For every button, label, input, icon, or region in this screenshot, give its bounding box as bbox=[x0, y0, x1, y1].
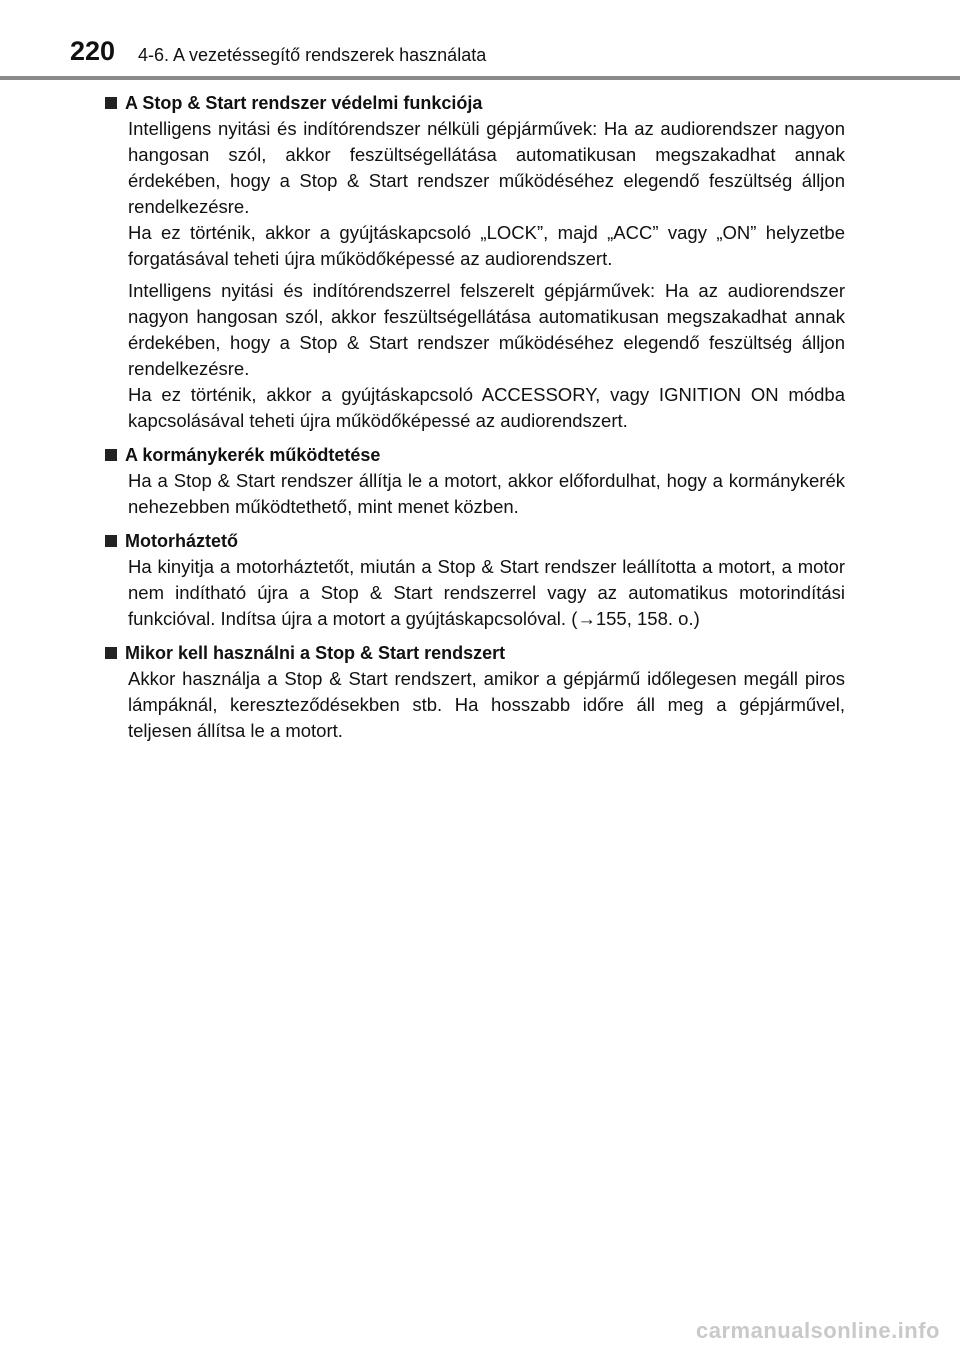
square-bullet-icon bbox=[105, 97, 117, 109]
section-heading bbox=[105, 528, 845, 554]
page-header bbox=[0, 0, 960, 78]
section-hood bbox=[105, 528, 845, 632]
section-heading-text: A kormánykerék működtetése bbox=[125, 445, 381, 465]
paragraph: Akkor használja a Stop & Start rendszert, amikor a gépjármű időlegesen megáll piros lámpáknál, kereszteződésekben stb. Ha hosszabb időre áll meg a gépjárművel, teljesen állítsa le a motort. bbox=[128, 668, 845, 741]
section-heading-text: Mikor kell használni a Stop & Start rendszert bbox=[125, 643, 506, 663]
paragraph: Ha a Stop & Start rendszer állítja le a motort, akkor előfordulhat, hogy a kormánykerék nehezebben működtethető, mint menet közben. bbox=[128, 470, 845, 517]
section-when-to-use bbox=[105, 640, 845, 744]
section-heading bbox=[105, 90, 845, 116]
paragraph: Ha kinyitja a motorháztetőt, miután a Stop & Start rendszer leállította a motort, a motor nem indítható újra a Stop & Start rendszerrel vagy az automatikus motorindítási funkcióval. Indítsa újra a motort a gyújtáskapcsolóval. (→155, 158. o.) bbox=[128, 556, 845, 629]
section-heading-text: A Stop & Start rendszer védelmi funkciója bbox=[125, 93, 483, 113]
page-content bbox=[105, 90, 845, 752]
section-heading-text: Motorháztető bbox=[125, 531, 238, 551]
watermark: carmanualsonline.info bbox=[696, 1318, 940, 1343]
section-heading bbox=[105, 640, 845, 666]
section-stop-start-protection bbox=[105, 90, 845, 434]
section-steering-wheel bbox=[105, 442, 845, 520]
header-divider bbox=[0, 76, 960, 80]
section-title: 4-6. A vezetéssegítő rendszerek használata bbox=[138, 45, 487, 65]
page-number: 220 bbox=[70, 36, 116, 66]
paragraph: Ha ez történik, akkor a gyújtáskapcsoló „LOCK”, majd „ACC” vagy „ON” helyzetbe forgatásával teheti újra működőképessé az audiorendszert. bbox=[128, 222, 845, 269]
square-bullet-icon bbox=[105, 647, 117, 659]
paragraph: Ha ez történik, akkor a gyújtáskapcsoló ACCESSORY, vagy IGNITION ON módba kapcsolásával teheti újra működőképessé az audiorendszert. bbox=[128, 384, 845, 431]
paragraph: Intelligens nyitási és indítórendszer nélküli gépjárművek: Ha az audiorendszer nagyon hangosan szól, akkor feszültségellátása automatikusan megszakadhat annak érdekében, hogy a Stop & Start rendszer működéséhez elegendő feszültség álljon rendelkezésre. bbox=[128, 118, 845, 217]
section-heading bbox=[105, 442, 845, 468]
square-bullet-icon bbox=[105, 449, 117, 461]
paragraph: Intelligens nyitási és indítórendszerrel felszerelt gépjárművek: Ha az audiorendszer nagyon hangosan szól, akkor feszültségellátása automatikusan megszakadhat annak érdekében, hogy a Stop & Start rendszer működéséhez elegendő feszültség álljon rendelkezésre. bbox=[128, 280, 845, 379]
square-bullet-icon bbox=[105, 535, 117, 547]
